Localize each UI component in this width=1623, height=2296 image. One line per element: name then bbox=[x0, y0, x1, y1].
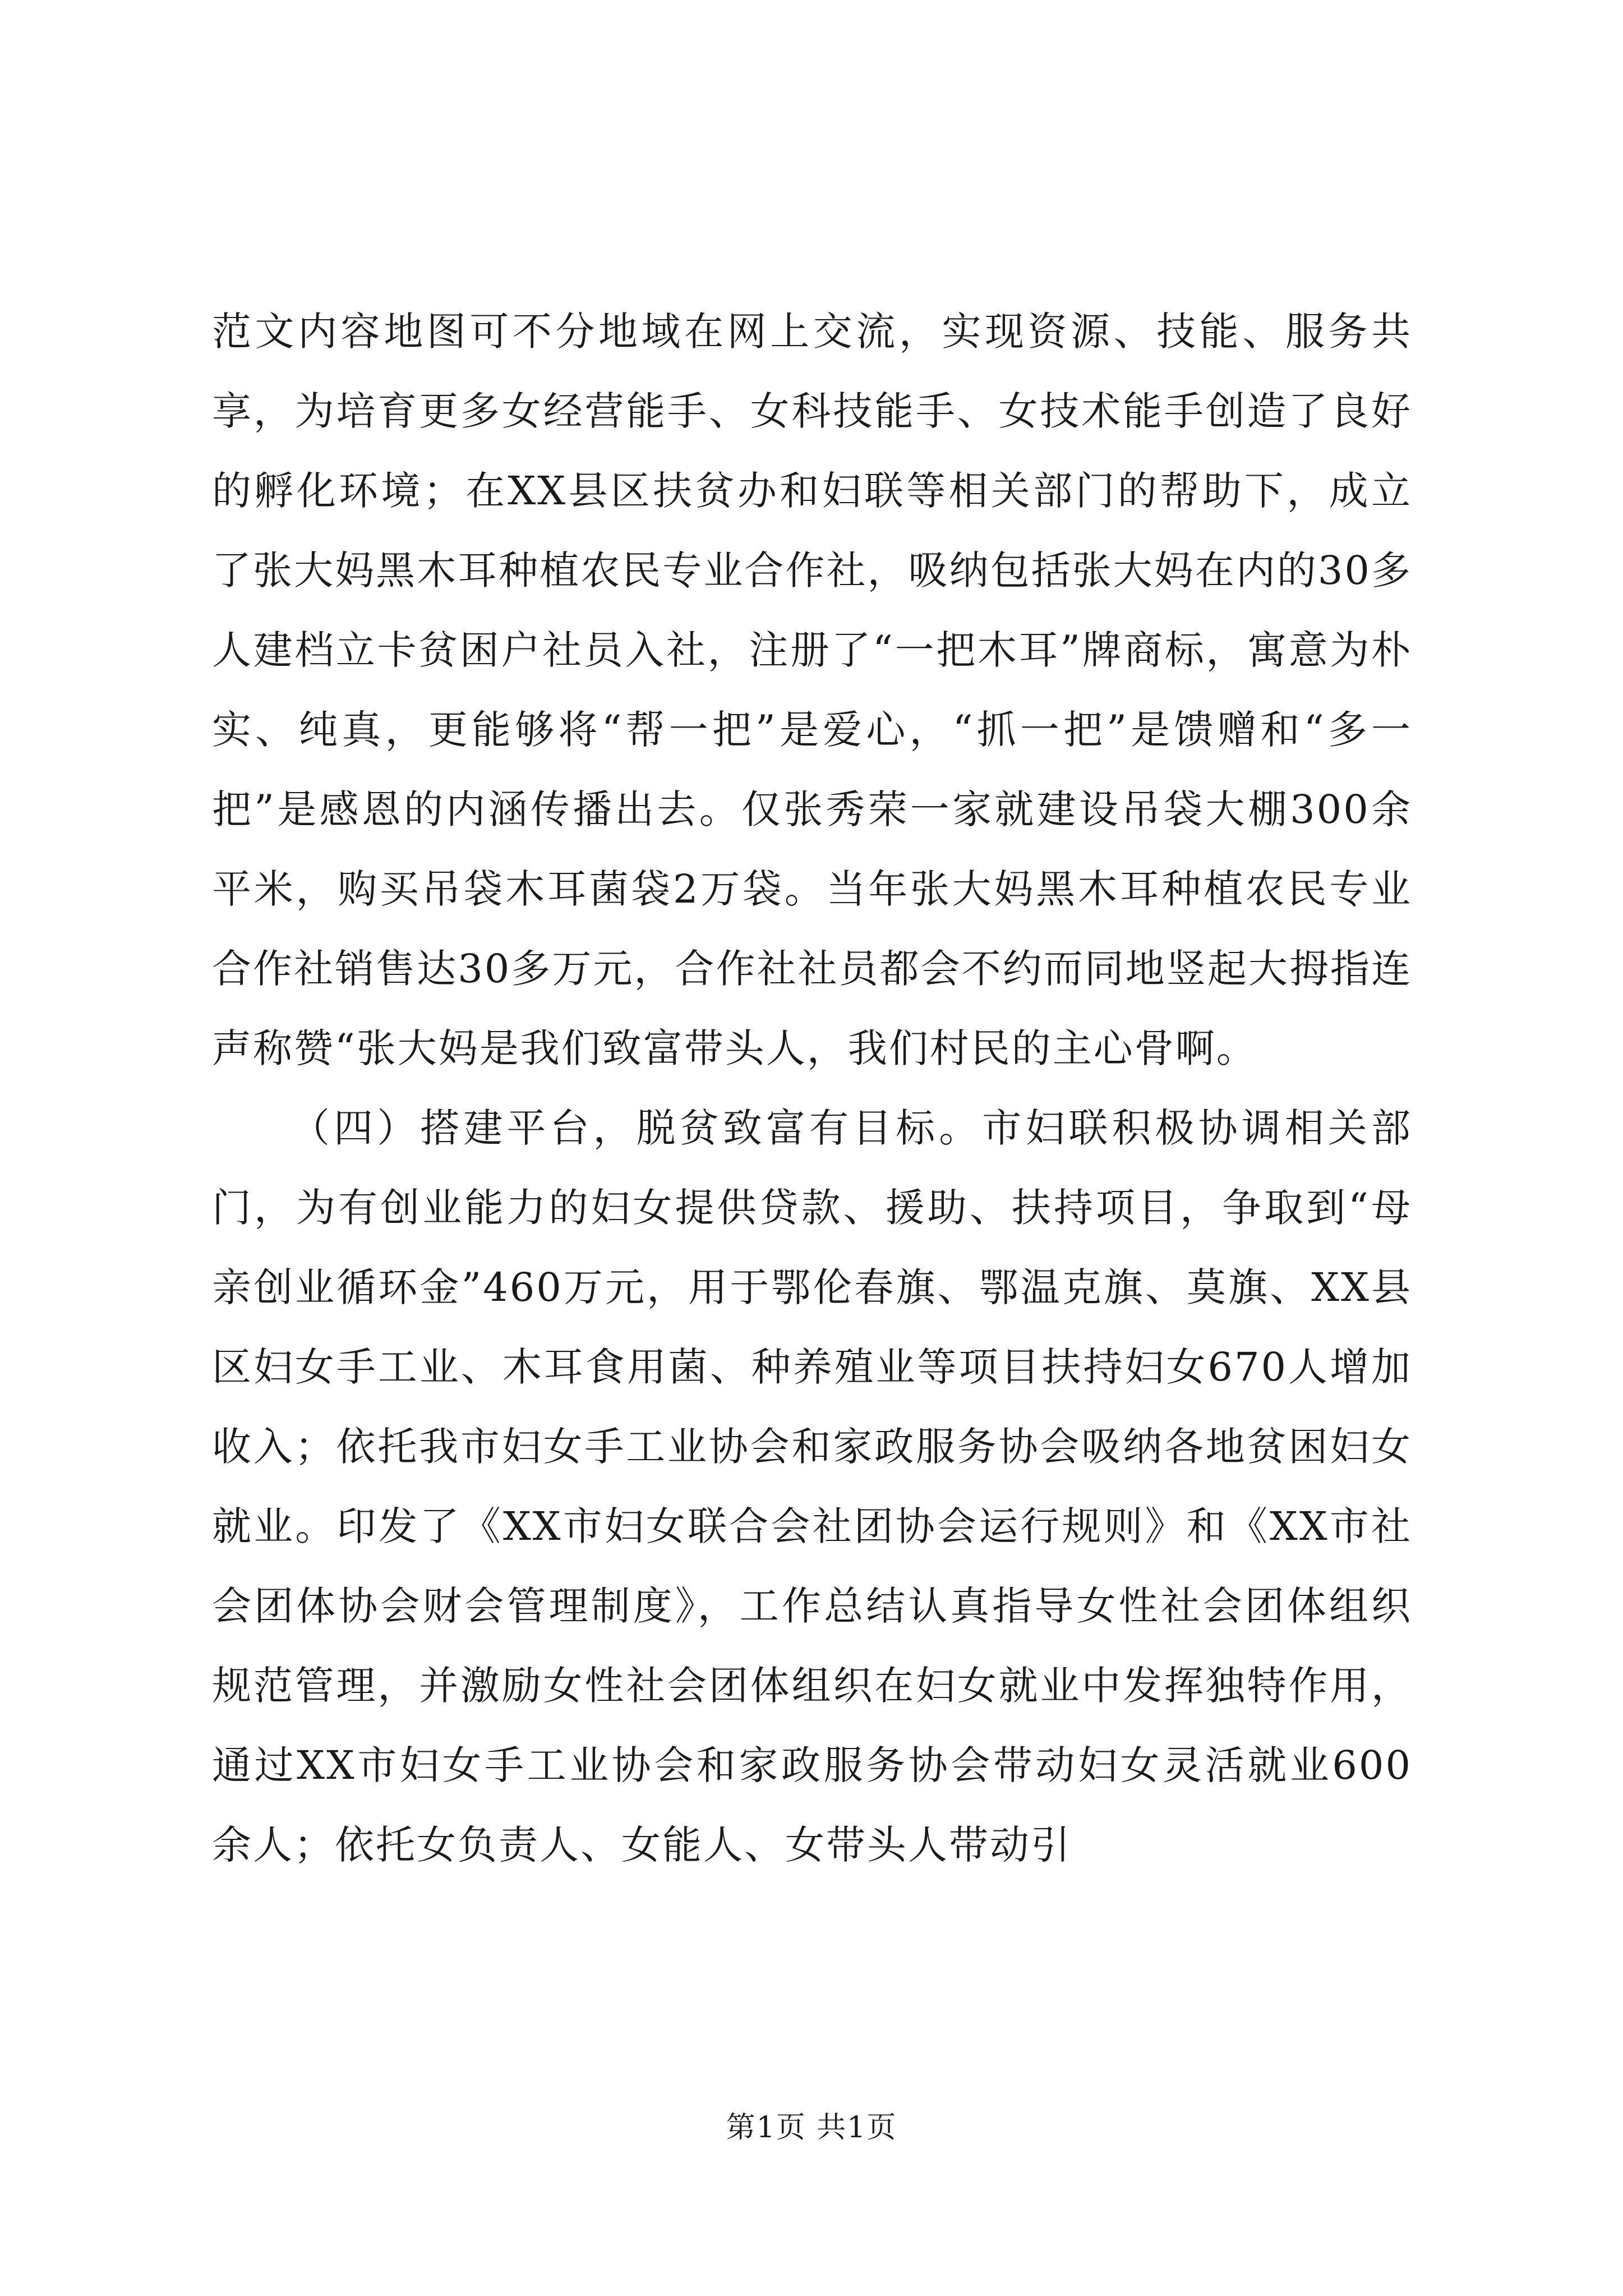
document-body bbox=[212, 292, 1412, 1885]
paragraph-1: 范文内容地图可不分地域在网上交流，实现资源、技能、服务共享，为培育更多女经营能手、女科技能手、女技术能手创造了良好的孵化环境；在XX县区扶贫办和妇联等相关部门的帮助下，成立了张大妈黑木耳种植农民专业合作社，吸纳包括张大妈在内的30多人建档立卡贫困户社员入社，注册了“一把木耳”牌商标，寓意为朴实、纯真，更能够将“帮一把”是爱心，“抓一把”是馈赠和“多一把”是感恩的内涵传播出去。仅张秀荣一家就建设吊袋大棚300余平米，购买吊袋木耳菌袋2万袋。当年张大妈黑木耳种植农民专业合作社销售达30多万元，合作社社员都会不约而同地竖起大拇指连声称赞“张大妈是我们致富带头人，我们村民的主心骨啊。 bbox=[212, 309, 1412, 1071]
page-footer: 第1页 共1页 bbox=[726, 2111, 897, 2145]
paragraph-2: （四）搭建平台，脱贫致富有目标。市妇联积极协调相关部门，为有创业能力的妇女提供贷款、援助、扶持项目，争取到“母亲创业循环金”460万元，用于鄂伦春旗、鄂温克旗、莫旗、XX县区妇女手工业、木耳食用菌、种养殖业等项目扶持妇女670人增加收入；依托我市妇女手工业协会和家政服务协会吸纳各地贫困妇女就业。印发了《XX市妇女联合会社团协会运行规则》和《XX市社会团体协会财会管理制度》，工作总结认真指导女性社会团体组织规范管理，并激励女性社会团体组织在妇女就业中发挥独特作用，通过XX市妇女手工业协会和家政服务协会带动妇女灵活就业600余人；依托女负责人、女能人、女带头人带动引 bbox=[212, 1105, 1412, 1868]
